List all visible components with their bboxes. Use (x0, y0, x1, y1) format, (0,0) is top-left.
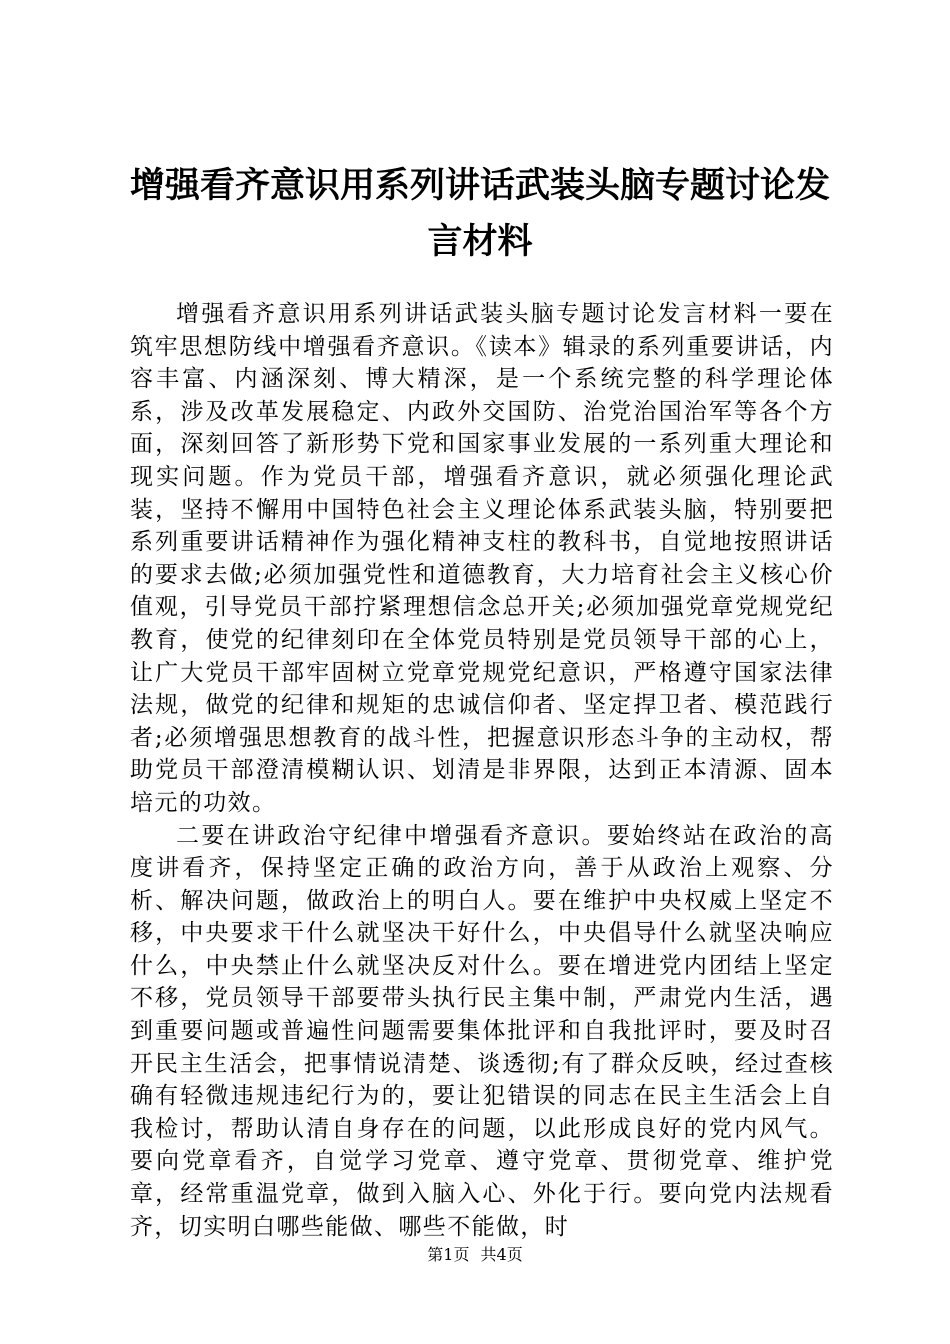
paragraph: 二要在讲政治守纪律中增强看齐意识。要始终站在政治的高度讲看齐，保持坚定正确的政治方向，善于从政治上观察、分析、解决问题，做政治上的明白人。要在维护中央权威上坚定不移，中央要求干什么就坚决干好什么，中央倡导什么就坚决响应什么，中央禁止什么就坚决反对什么。要在增进党内团结上坚定不移，党员领导干部要带头执行民主集中制，严肃党内生活，遇到重要问题或普遍性问题需要集体批评和自我批评时，要及时召开民主生活会，把事情说清楚、谈透彻;有了群众反映，经过查核确有轻微违规违纪行为的，要让犯错误的同志在民主生活会上自我检讨，帮助认清自身存在的问题，以此形成良好的党内风气。要向党章看齐，自觉学习党章、遵守党章、贯彻党章、维护党章，经常重温党章，做到入脑入心、外化于行。要向党内法规看齐，切实明白哪些能做、哪些不能做，时 (130, 822, 834, 1240)
page-number: 第1页 (427, 1245, 470, 1264)
paragraph: 增强看齐意识用系列讲话武装头脑专题讨论发言材料一要在筑牢思想防线中增强看齐意识。《读本》辑录的系列重要讲话，内容丰富、内涵深刻、博大精深，是一个系统完整的科学理论体系，涉及改革发展稳定、内政外交国防、治党治国治军等各个方面，深刻回答了新形势下党和国家事业发展的一系列重大理论和现实问题。作为党员干部，增强看齐意识，就必须强化理论武装，坚持不懈用中国特色社会主义理论体系武装头脑，特别要把系列重要讲话精神作为强化精神支柱的教科书，自觉地按照讲话的要求去做;必须加强党性和道德教育，大力培育社会主义核心价值观，引导党员干部拧紧理想信念总开关;必须加强党章党规党纪教育，使党的纪律刻印在全体党员特别是党员领导干部的心上，让广大党员干部牢固树立党章党规党纪意识，严格遵守国家法律法规，做党的纪律和规矩的忠诚信仰者、坚定捍卫者、模范践行者;必须增强思想教育的战斗性，把握意识形态斗争的主动权，帮助党员干部澄清模糊认识、划清是非界限，达到正本清源、固本培元的功效。 (130, 301, 834, 816)
document-body (130, 298, 834, 1243)
page-footer (0, 1245, 950, 1265)
document-title: 增强看齐意识用系列讲话武装头脑专题讨论发言材料 (129, 165, 830, 262)
page-total: 共4页 (480, 1245, 523, 1264)
